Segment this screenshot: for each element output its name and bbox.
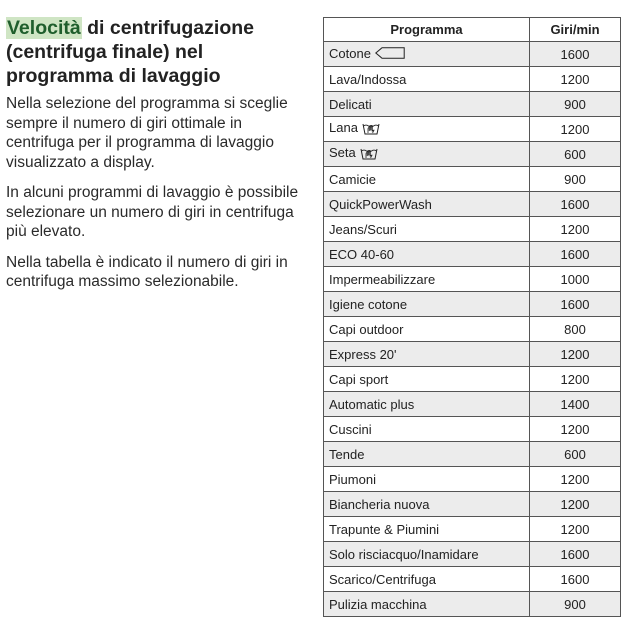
program-name: Trapunte & Piumini — [329, 521, 440, 537]
table-row — [324, 417, 621, 442]
program-cell — [324, 342, 530, 367]
program-name: Piumoni — [329, 471, 376, 487]
program-name: Seta — [329, 145, 356, 161]
rpm-cell: 1200 — [530, 517, 621, 542]
program-name: Capi sport — [329, 371, 389, 387]
rpm-cell: 1600 — [530, 192, 621, 217]
program-cell — [324, 217, 530, 242]
table-row — [324, 167, 621, 192]
rpm-cell: 1400 — [530, 392, 621, 417]
table-row — [324, 142, 621, 167]
text-column — [6, 16, 306, 303]
rpm-cell: 1200 — [530, 342, 621, 367]
table-row — [324, 267, 621, 292]
rpm-cell: 800 — [530, 317, 621, 342]
rpm-cell: 1200 — [530, 67, 621, 92]
paragraph-3: Nella tabella è indicato il numero di giri in centrifuga massimo selezionabile. — [6, 253, 288, 290]
table-row — [324, 367, 621, 392]
rpm-cell: 600 — [530, 442, 621, 467]
rpm-cell: 600 — [530, 142, 621, 167]
program-name: Delicati — [329, 96, 372, 112]
paragraph-2: In alcuni programmi di lavaggio è possibile selezionare un numero di giri in centrifuga più elevato. — [6, 184, 299, 240]
table-row — [324, 517, 621, 542]
program-name: QuickPowerWash — [329, 196, 432, 212]
section-heading — [6, 16, 306, 88]
table-row — [324, 542, 621, 567]
table-row — [324, 242, 621, 267]
program-name: Lava/Indossa — [329, 71, 407, 87]
table-row — [324, 342, 621, 367]
table-row — [324, 117, 621, 142]
program-name: Biancheria nuova — [329, 496, 430, 512]
rpm-cell: 1200 — [530, 417, 621, 442]
rpm-cell: 1200 — [530, 467, 621, 492]
program-name: Igiene cotone — [329, 296, 408, 312]
table-row — [324, 92, 621, 117]
rpm-cell: 900 — [530, 92, 621, 117]
table-row — [324, 592, 621, 617]
program-cell — [324, 242, 530, 267]
table-row — [324, 567, 621, 592]
program-cell — [324, 267, 530, 292]
program-name: ECO 40-60 — [329, 246, 395, 262]
table-row — [324, 392, 621, 417]
program-cell — [324, 142, 530, 167]
table-row — [324, 67, 621, 92]
program-cell — [324, 117, 530, 142]
rpm-cell: 1600 — [530, 542, 621, 567]
program-cell — [324, 467, 530, 492]
heading-rest: di centrifugazione (centrifuga finale) nel programma di lavaggio — [6, 17, 254, 87]
hand-wash-icon — [362, 121, 380, 138]
program-cell — [324, 392, 530, 417]
table-body — [324, 42, 621, 617]
rpm-cell: 1600 — [530, 567, 621, 592]
program-name: Cotone — [329, 45, 371, 61]
program-name: Automatic plus — [329, 396, 415, 412]
rpm-cell: 900 — [530, 592, 621, 617]
program-name: Tende — [329, 446, 365, 462]
rpm-cell: 1000 — [530, 267, 621, 292]
program-cell — [324, 292, 530, 317]
heading-highlight: Velocità — [7, 17, 81, 39]
program-name: Capi outdoor — [329, 321, 404, 337]
cotton-tag-icon — [375, 47, 405, 62]
paragraph-1: Nella selezione del programma si sceglie sempre il numero di giri ottimale in centrifuga per il programma di lavaggio visualizzato a display. — [6, 95, 288, 171]
program-cell — [324, 192, 530, 217]
program-cell — [324, 417, 530, 442]
rpm-cell: 900 — [530, 167, 621, 192]
table-row — [324, 317, 621, 342]
program-name: Express 20' — [329, 346, 397, 362]
rpm-cell: 1600 — [530, 242, 621, 267]
hand-wash-icon — [360, 146, 378, 163]
table-row — [324, 442, 621, 467]
program-cell — [324, 42, 530, 67]
program-name: Camicie — [329, 171, 376, 187]
program-name: Pulizia macchina — [329, 596, 427, 612]
table-row — [324, 492, 621, 517]
program-cell — [324, 367, 530, 392]
rpm-cell: 1200 — [530, 367, 621, 392]
rpm-cell: 1200 — [530, 217, 621, 242]
program-cell — [324, 442, 530, 467]
program-name: Lana — [329, 120, 358, 136]
rpm-cell: 1600 — [530, 292, 621, 317]
program-cell — [324, 567, 530, 592]
program-name: Scarico/Centrifuga — [329, 571, 436, 587]
rpm-cell: 1200 — [530, 117, 621, 142]
program-name: Solo risciacquo/Inamidare — [329, 546, 479, 562]
table-row — [324, 292, 621, 317]
table-row — [324, 467, 621, 492]
program-name: Jeans/Scuri — [329, 221, 397, 237]
header-giri-min: Giri/min — [530, 18, 621, 42]
rpm-cell: 1200 — [530, 492, 621, 517]
program-cell — [324, 167, 530, 192]
program-cell — [324, 492, 530, 517]
program-cell — [324, 542, 530, 567]
table-header-row — [324, 18, 621, 42]
rpm-cell: 1600 — [530, 42, 621, 67]
table-row — [324, 192, 621, 217]
program-name: Impermeabilizzare — [329, 271, 436, 287]
table-row — [324, 42, 621, 67]
program-cell — [324, 517, 530, 542]
header-programma: Programma — [324, 18, 530, 42]
program-name: Cuscini — [329, 421, 372, 437]
program-cell — [324, 67, 530, 92]
table-row — [324, 217, 621, 242]
program-cell — [324, 317, 530, 342]
program-cell — [324, 592, 530, 617]
spin-speed-table — [323, 17, 621, 617]
program-cell — [324, 92, 530, 117]
